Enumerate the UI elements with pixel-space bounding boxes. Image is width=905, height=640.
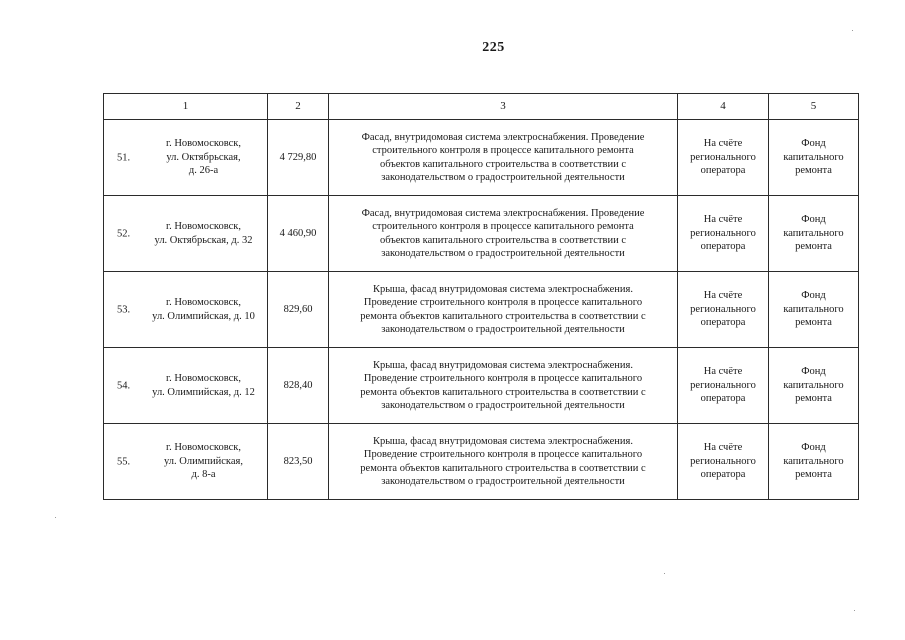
operator-line: На счёте bbox=[703, 138, 743, 150]
works-line: законодательством о градостроительной деятельности bbox=[381, 324, 625, 335]
operator-line: регионального bbox=[690, 227, 756, 239]
operator-cell bbox=[678, 120, 769, 196]
column-header-3: 3 bbox=[329, 94, 678, 120]
address-cell bbox=[104, 196, 268, 272]
works-line: Фасад, внутридомовая система электроснабжения. Проведение bbox=[361, 207, 645, 219]
row-number: 54. bbox=[117, 379, 131, 391]
operator-line: регионального bbox=[690, 151, 756, 163]
operator-cell bbox=[678, 348, 769, 424]
address-line: д. 26-а bbox=[188, 165, 219, 177]
works-cell bbox=[329, 424, 678, 500]
fund-cell bbox=[769, 196, 859, 272]
table-row bbox=[104, 272, 859, 348]
table-row bbox=[104, 120, 859, 196]
works-line: объектов капитального строительства в соответствии с bbox=[380, 234, 626, 246]
address-line: д. 8-а bbox=[191, 469, 216, 481]
scan-speck bbox=[852, 30, 853, 31]
operator-line: оператора bbox=[700, 241, 746, 253]
column-header-4: 4 bbox=[678, 94, 769, 120]
fund-line: Фонд bbox=[801, 366, 826, 378]
address-cell bbox=[104, 424, 268, 500]
table-row bbox=[104, 196, 859, 272]
table-row bbox=[104, 348, 859, 424]
address-cell bbox=[104, 120, 268, 196]
fund-line: ремонта bbox=[795, 469, 832, 481]
address-line: г. Новомосковск, bbox=[165, 138, 242, 150]
works-line: Крыша, фасад внутридомовая система электроснабжения. bbox=[372, 359, 633, 371]
row-number: 55. bbox=[117, 455, 131, 467]
operator-line: оператора bbox=[700, 317, 746, 329]
address bbox=[142, 372, 265, 399]
table-row bbox=[104, 424, 859, 500]
operator-line: На счёте bbox=[703, 442, 743, 454]
works-line: строительного контроля в процессе капитального ремонта bbox=[372, 221, 634, 232]
fund-cell bbox=[769, 424, 859, 500]
operator-cell bbox=[678, 272, 769, 348]
area-cell: 4 460,90 bbox=[268, 196, 329, 272]
address-line: ул. Олимпийская, bbox=[164, 455, 243, 467]
fund-line: ремонта bbox=[795, 165, 832, 177]
area-cell: 828,40 bbox=[268, 348, 329, 424]
works-cell bbox=[329, 348, 678, 424]
operator-line: регионального bbox=[690, 303, 756, 315]
works-cell bbox=[329, 196, 678, 272]
works-cell bbox=[329, 120, 678, 196]
operator-line: На счёте bbox=[703, 214, 743, 226]
fund-line: ремонта bbox=[795, 393, 832, 405]
operator-line: На счёте bbox=[703, 290, 743, 302]
address-line: г. Новомосковск, bbox=[165, 442, 242, 454]
address-line: ул. Олимпийская, д. 10 bbox=[152, 310, 255, 322]
address bbox=[142, 296, 265, 323]
works-line: Проведение строительного контроля в процессе капитального bbox=[363, 373, 643, 384]
operator-line: регионального bbox=[690, 379, 756, 391]
works-line: Проведение строительного контроля в процессе капитального bbox=[363, 449, 643, 460]
scan-speck bbox=[854, 610, 855, 611]
works-line: законодательством о градостроительной деятельности bbox=[381, 248, 625, 259]
works-line: Крыша, фасад внутридомовая система электроснабжения. bbox=[372, 435, 633, 447]
operator-line: регионального bbox=[690, 455, 756, 467]
address-cell bbox=[104, 348, 268, 424]
works-line: строительного контроля в процессе капитального ремонта bbox=[372, 145, 634, 156]
fund-line: Фонд bbox=[801, 138, 826, 150]
fund-line: ремонта bbox=[795, 241, 832, 253]
fund-line: капитального bbox=[783, 303, 844, 315]
page-number: 225 bbox=[482, 40, 505, 55]
operator-line: оператора bbox=[700, 165, 746, 177]
address-line: ул. Олимпийская, д. 12 bbox=[152, 386, 255, 398]
area-cell: 829,60 bbox=[268, 272, 329, 348]
area-cell: 823,50 bbox=[268, 424, 329, 500]
address bbox=[142, 441, 265, 482]
works-line: законодательством о градостроительной деятельности bbox=[381, 476, 625, 487]
address bbox=[142, 220, 265, 247]
fund-line: капитального bbox=[783, 151, 844, 163]
address-line: г. Новомосковск, bbox=[165, 297, 242, 308]
fund-line: Фонд bbox=[801, 214, 826, 226]
works-line: Крыша, фасад внутридомовая система электроснабжения. bbox=[372, 283, 633, 295]
address-line: ул. Октябрьская, bbox=[166, 151, 241, 163]
row-number: 51. bbox=[117, 151, 131, 163]
works-line: законодательством о градостроительной деятельности bbox=[381, 172, 625, 183]
row-number: 52. bbox=[117, 227, 131, 239]
operator-line: оператора bbox=[700, 393, 746, 405]
fund-line: капитального bbox=[783, 227, 844, 239]
address bbox=[142, 137, 265, 178]
column-header-5: 5 bbox=[769, 94, 859, 120]
address-line: г. Новомосковск, bbox=[165, 221, 242, 232]
column-header-1: 1 bbox=[104, 94, 268, 120]
fund-cell bbox=[769, 272, 859, 348]
fund-line: Фонд bbox=[801, 290, 826, 302]
works-line: ремонта объектов капитального строительства в соответствии с bbox=[360, 386, 646, 398]
operator-cell bbox=[678, 424, 769, 500]
fund-line: ремонта bbox=[795, 317, 832, 329]
scan-speck bbox=[664, 573, 665, 574]
address-line: г. Новомосковск, bbox=[165, 373, 242, 384]
fund-line: капитального bbox=[783, 455, 844, 467]
table-header-row bbox=[104, 94, 859, 120]
address-cell bbox=[104, 272, 268, 348]
scan-speck bbox=[55, 517, 56, 518]
works-line: ремонта объектов капитального строительства в соответствии с bbox=[360, 310, 646, 322]
works-line: законодательством о градостроительной деятельности bbox=[381, 400, 625, 411]
address-line: ул. Октябрьская, д. 32 bbox=[154, 234, 253, 246]
row-number: 53. bbox=[117, 303, 131, 315]
column-header-2: 2 bbox=[268, 94, 329, 120]
works-line: объектов капитального строительства в соответствии с bbox=[380, 158, 626, 170]
fund-cell bbox=[769, 348, 859, 424]
operator-line: На счёте bbox=[703, 366, 743, 378]
area-cell: 4 729,80 bbox=[268, 120, 329, 196]
works-cell bbox=[329, 272, 678, 348]
operator-cell bbox=[678, 196, 769, 272]
fund-line: Фонд bbox=[801, 442, 826, 454]
works-line: ремонта объектов капитального строительства в соответствии с bbox=[360, 462, 646, 474]
works-line: Фасад, внутридомовая система электроснабжения. Проведение bbox=[361, 131, 645, 143]
fund-line: капитального bbox=[783, 379, 844, 391]
works-line: Проведение строительного контроля в процессе капитального bbox=[363, 297, 643, 308]
operator-line: оператора bbox=[700, 469, 746, 481]
works-table bbox=[103, 93, 859, 500]
fund-cell bbox=[769, 120, 859, 196]
